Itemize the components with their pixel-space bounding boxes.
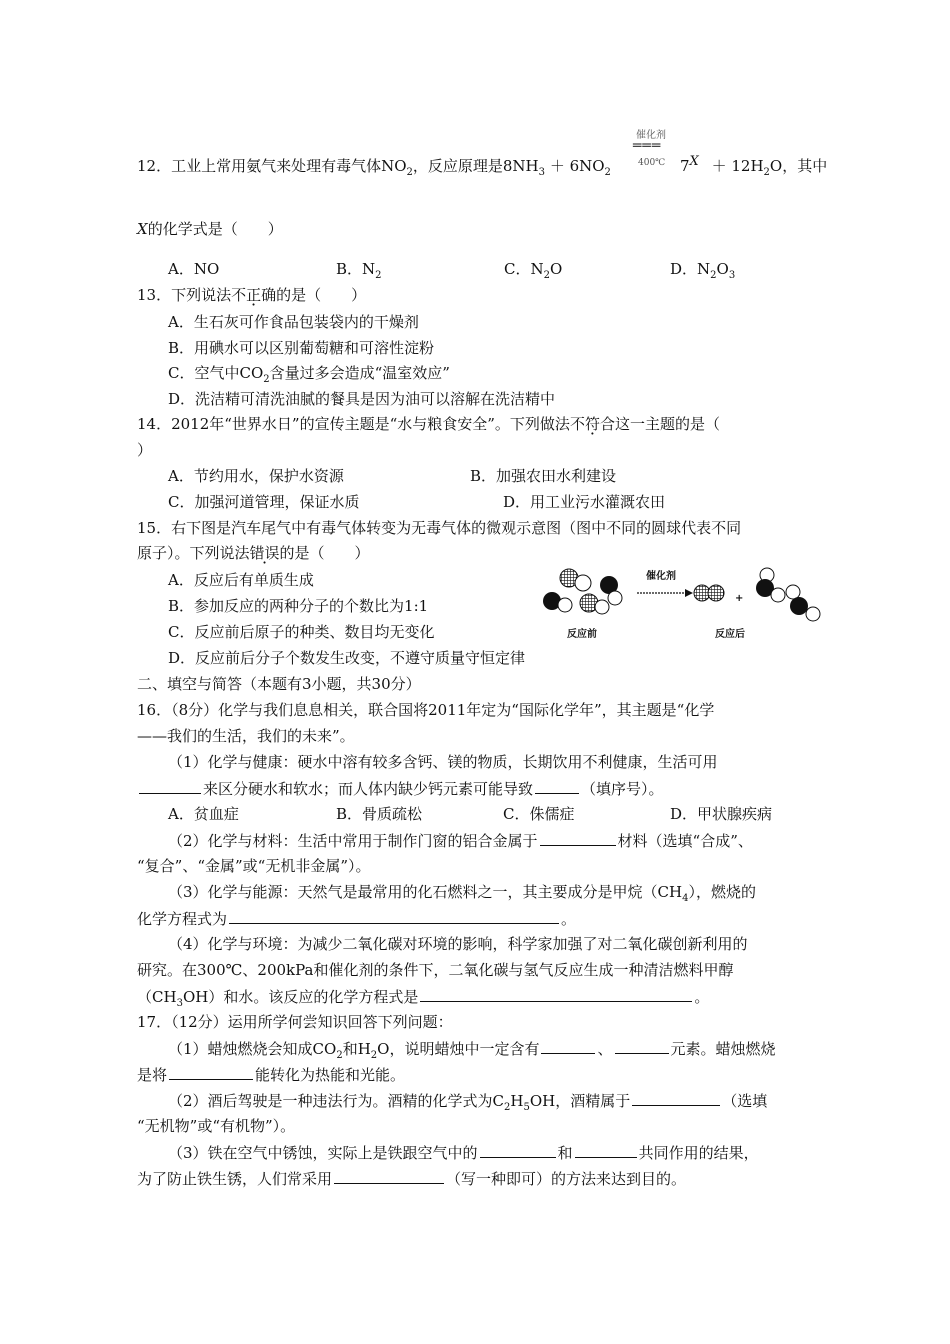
q17-blank-4[interactable] [632, 1090, 720, 1106]
q16-option-b: B．骨质疏松 [336, 805, 423, 823]
q12-stem: 12．工业上常用氨气来处理有毒气体$NO_2$，反应原理是$8NH_3 + 6NO_2$ [137, 157, 611, 178]
q17-blank-3[interactable] [169, 1064, 253, 1080]
q14-option-b: B．加强农田水利建设 [470, 467, 617, 485]
section-2-heading: 二、填空与简答（本题有3小题，共30分） [137, 675, 421, 693]
fig-before-label: 反应前 [567, 629, 597, 640]
fig-plus-sign: + [735, 593, 744, 604]
q16-blank-2[interactable] [535, 778, 579, 794]
q13-option-b: B．用碘水可以区别葡萄糖和可溶性淀粉 [168, 339, 435, 357]
q14-option-a: A．节约用水，保护水资源 [168, 467, 344, 485]
q17-p1-line1: （1）蜡烛燃烧会知成$CO_2$和$H_2O$，说明蜡烛中一定含有 、 元素。蜡烛燃烧 [168, 1040, 776, 1061]
molecule-before-1 [560, 569, 591, 591]
q16-blank-3[interactable] [540, 830, 616, 846]
q15-option-b: B．参加反应的两种分子的个数比为1:1 [168, 597, 429, 615]
q16-blank-5[interactable] [420, 986, 692, 1002]
fig-after-label: 反应后 [715, 629, 745, 640]
q13-option-a: A．生石灰可作食品包装袋内的干燥剂 [168, 313, 419, 331]
q16-option-d: D．甲状腺疾病 [670, 805, 773, 823]
q15-option-a: A．反应后有单质生成 [168, 571, 314, 589]
q17-p3-line2: 为了防止铁生锈，人们常采用 （写一种即可）的方法来达到目的。 [137, 1170, 687, 1188]
q17-blank-7[interactable] [334, 1168, 444, 1184]
molecule-after-n2 [694, 585, 724, 601]
q17-blank-6[interactable] [575, 1142, 637, 1158]
q16-p1-line2: 来区分硬水和软水；而人体内缺少钙元素可能导致 （填序号）。 [137, 778, 664, 799]
q13-option-d: D．洗洁精可清洗油腻的餐具是因为油可以溶解在洗洁精中 [168, 390, 556, 408]
q12-option-d: D．$N_2O_3$ [670, 260, 736, 281]
q17-line1: 17．（12分）运用所学何尝知识回答下列问题： [137, 1013, 453, 1031]
molecule-before-4 [580, 594, 609, 614]
q12-stem-right: $7X + 12H_2O$，其中 [680, 154, 828, 178]
q12-option-c: C．$N_2O$ [504, 260, 563, 281]
molecule-after-co2-1 [756, 568, 785, 602]
q17-p2-line1: （2）酒后驾驶是一种违法行为。酒精的化学式为$C_2H_5OH$，酒精属于 （选填 [168, 1092, 768, 1113]
q16-p2-line1: （2）化学与材料：生活中常用于制作门窗的铝合金属于 材料（选填“合成”、 [168, 832, 753, 850]
q17-blank-2[interactable] [615, 1038, 669, 1054]
q13-option-c: C．空气中$CO_2$含量过多会造成“温室效应” [168, 364, 450, 385]
q16-blank-1[interactable] [139, 778, 201, 794]
molecule-after-co2-2 [786, 585, 820, 621]
q15-stem-line2: 原子）。下列说法错误的是（ ） [137, 544, 370, 562]
q15-stem-line1: 15．右下图是汽车尾气中有毒气体转变为无毒气体的微观示意图（图中不同的圆球代表不同 [137, 519, 742, 537]
q17-p2-line2: “无机物”或“有机物”）。 [137, 1117, 296, 1135]
q17-blank-1[interactable] [541, 1038, 595, 1054]
q14-option-c: C．加强河道管理，保证水质 [168, 493, 360, 511]
q16-p1-line1: （1）化学与健康：硬水中溶有较多含钙、镁的物质，长期饮用不利健康，生活可用 [168, 753, 718, 771]
catalyst-label: 催化剂 [636, 130, 666, 141]
q16-blank-4[interactable] [229, 908, 559, 924]
q14-stem: 14．2012年“世界水日”的宣传主题是“水与粮食安全”。下列做法不符合这一主题的是（ [137, 415, 720, 433]
equals-sign: ═══ [633, 138, 662, 154]
q16-p4-line2: 研究。在300℃、200kPa和催化剂的条件下，二氧化碳与氢气反应生成一种清洁燃料甲醇 [137, 961, 734, 979]
q13-stem: 13．下列说法不正确的是（ ） [137, 286, 367, 304]
q16-p4-line3: $(CH_3OH)$和水。该反应的化学方程式是 。 [137, 988, 710, 1009]
q17-p3-line1: （3）铁在空气中锈蚀，实际上是铁跟空气中的 和 共同作用的结果， [168, 1144, 759, 1162]
q16-line2: ——我们的生活，我们的未来”。 [137, 727, 355, 745]
q12-line2: X的化学式是（ ） [137, 220, 283, 238]
arrow-head [685, 589, 693, 597]
q15-option-c: C．反应前后原子的种类、数目均无变化 [168, 623, 435, 641]
q12-option-b: B．$N_2$ [336, 260, 382, 281]
q15-option-d: D．反应前后分子个数发生改变，不遵守质量守恒定律 [168, 649, 526, 667]
q16-option-c: C．侏儒症 [503, 805, 575, 823]
q17-p1-line2: 是将 能转化为热能和光能。 [137, 1066, 406, 1084]
q12-option-a: A．NO [168, 260, 220, 278]
temperature-label: 400℃ [638, 158, 666, 168]
q16-p3-line2: 化学方程式为 。 [137, 910, 577, 928]
q16-p2-line2: “复合”、“金属”或“无机非金属”）。 [137, 857, 371, 875]
molecule-before-3 [543, 592, 572, 612]
q16-line1: 16．（8分）化学与我们息息相关，联合国将2011年定为“国际化学年”，其主题是“化学 [137, 701, 715, 719]
q17-blank-5[interactable] [480, 1142, 556, 1158]
q16-option-a: A．贫血症 [168, 805, 239, 823]
q14-stem-end: ） [137, 441, 153, 459]
q14-option-d: D．用工业污水灌溉农田 [503, 493, 666, 511]
reaction-diagram [537, 565, 827, 645]
fig-catalyst-label: 催化剂 [646, 571, 676, 582]
q16-p4-line1: （4）化学与环境：为减少二氧化碳对环境的影响，科学家加强了对二氧化碳创新利用的 [168, 935, 748, 953]
q16-p3-line1: （3）化学与能源：天然气是最常用的化石燃料之一，其主要成分是甲烷$(CH_4)$，燃烧的 [168, 883, 756, 904]
